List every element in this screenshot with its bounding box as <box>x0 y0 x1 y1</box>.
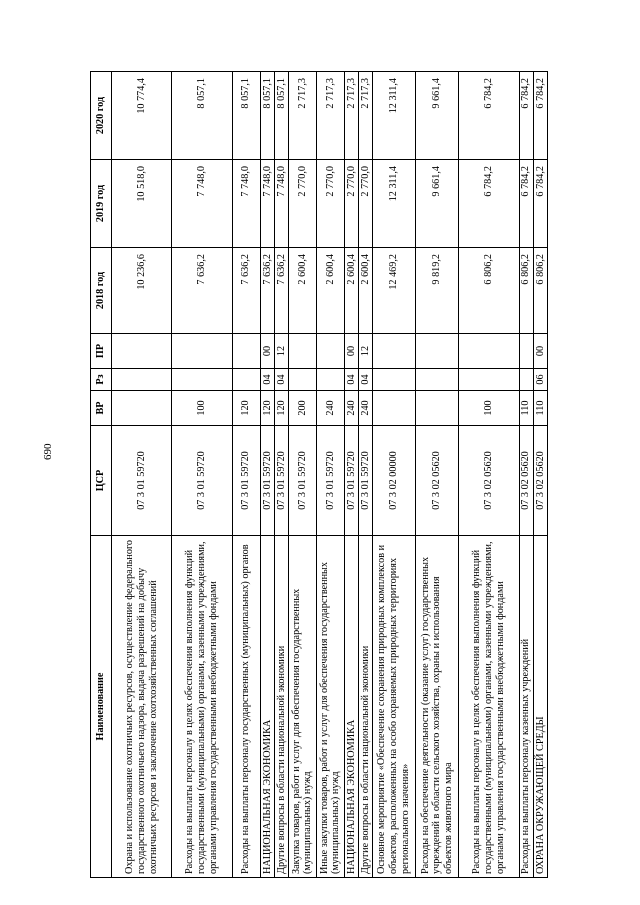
table-row <box>459 72 519 878</box>
cell-csr: 07 3 02 05620 <box>416 426 459 536</box>
budget-table <box>90 71 548 878</box>
cell-pr: 12 <box>359 334 373 369</box>
table-row <box>288 72 316 878</box>
table-row <box>316 72 344 878</box>
cell-rz: 04 <box>274 369 288 391</box>
cell-vr <box>373 391 416 426</box>
cell-2018: 6 806,2 <box>519 248 533 334</box>
table-row <box>260 72 274 878</box>
cell-pr <box>112 334 172 369</box>
cell-rz <box>112 369 172 391</box>
cell-2018: 12 469,2 <box>373 248 416 334</box>
cell-csr: 07 3 01 59720 <box>316 426 344 536</box>
header-row <box>91 72 112 878</box>
cell-name: Другие вопросы в области национальной экономики <box>274 536 288 878</box>
table-row <box>519 72 533 878</box>
cell-2018: 2 600,4 <box>288 248 316 334</box>
header-vr: ВР <box>91 391 112 426</box>
header-2020: 2020 год <box>91 72 112 160</box>
cell-csr: 07 3 01 59720 <box>345 426 359 536</box>
cell-name: Расходы на обеспечение деятельности (оказание услуг) государственных учреждений в области сельского хозяйства, охраны и использования объектов животного мира <box>416 536 459 878</box>
cell-2018: 7 636,2 <box>260 248 274 334</box>
cell-csr: 07 3 01 59720 <box>274 426 288 536</box>
cell-2020: 6 784,2 <box>459 72 519 160</box>
cell-pr <box>232 334 260 369</box>
cell-2018: 2 600,4 <box>316 248 344 334</box>
cell-2019: 9 661,4 <box>416 160 459 248</box>
cell-pr: 00 <box>533 334 547 369</box>
header-rz: Рз <box>91 369 112 391</box>
cell-2020: 9 661,4 <box>416 72 459 160</box>
cell-2018: 2 600,4 <box>359 248 373 334</box>
cell-2020: 8 057,1 <box>274 72 288 160</box>
table-row <box>359 72 373 878</box>
cell-name: Иные закупки товаров, работ и услуг для обеспечения государственных (муниципальных) нужд <box>316 536 344 878</box>
cell-2018: 2 600,4 <box>345 248 359 334</box>
header-pr: ПР <box>91 334 112 369</box>
cell-pr <box>519 334 533 369</box>
cell-name: НАЦИОНАЛЬНАЯ ЭКОНОМИКА <box>345 536 359 878</box>
cell-2020: 2 717,3 <box>288 72 316 160</box>
cell-rz <box>316 369 344 391</box>
cell-2020: 6 784,2 <box>519 72 533 160</box>
cell-vr: 120 <box>260 391 274 426</box>
table-row <box>172 72 232 878</box>
table-row <box>112 72 172 878</box>
cell-2019: 6 784,2 <box>519 160 533 248</box>
cell-2019: 7 748,0 <box>172 160 232 248</box>
cell-2019: 2 770,0 <box>359 160 373 248</box>
header-2019: 2019 год <box>91 160 112 248</box>
cell-2020: 8 057,1 <box>172 72 232 160</box>
cell-2018: 9 819,2 <box>416 248 459 334</box>
cell-2020: 2 717,3 <box>316 72 344 160</box>
cell-pr <box>316 334 344 369</box>
cell-csr: 07 3 02 05620 <box>459 426 519 536</box>
cell-2019: 7 748,0 <box>260 160 274 248</box>
table-row <box>373 72 416 878</box>
cell-vr: 240 <box>359 391 373 426</box>
cell-name: Закупка товаров, работ и услуг для обеспечения государственных (муниципальных) нужд <box>288 536 316 878</box>
cell-rz <box>373 369 416 391</box>
cell-csr: 07 3 02 00000 <box>373 426 416 536</box>
cell-rz <box>519 369 533 391</box>
cell-csr: 07 3 01 59720 <box>359 426 373 536</box>
header-name: Наименование <box>91 536 112 878</box>
cell-2018: 7 636,2 <box>172 248 232 334</box>
cell-2020: 8 057,1 <box>232 72 260 160</box>
cell-vr: 100 <box>172 391 232 426</box>
cell-2018: 7 636,2 <box>232 248 260 334</box>
header-2018: 2018 год <box>91 248 112 334</box>
cell-name: ОХРАНА ОКРУЖАЮЩЕЙ СРЕДЫ <box>533 536 547 878</box>
cell-rz: 06 <box>533 369 547 391</box>
cell-vr <box>112 391 172 426</box>
cell-pr: 12 <box>274 334 288 369</box>
cell-pr <box>288 334 316 369</box>
cell-2019: 7 748,0 <box>274 160 288 248</box>
cell-2019: 6 784,2 <box>459 160 519 248</box>
table-row <box>533 72 547 878</box>
header-csr: ЦСР <box>91 426 112 536</box>
budget-table-container <box>90 72 548 878</box>
cell-2020: 12 311,4 <box>373 72 416 160</box>
cell-2018: 6 806,2 <box>459 248 519 334</box>
cell-2019: 7 748,0 <box>232 160 260 248</box>
table-row <box>274 72 288 878</box>
cell-rz <box>232 369 260 391</box>
table-row <box>416 72 459 878</box>
cell-2020: 10 774,4 <box>112 72 172 160</box>
cell-2020: 6 784,2 <box>533 72 547 160</box>
cell-csr: 07 3 01 59720 <box>112 426 172 536</box>
cell-vr: 110 <box>519 391 533 426</box>
cell-2020: 8 057,1 <box>260 72 274 160</box>
cell-vr: 240 <box>345 391 359 426</box>
cell-csr: 07 3 01 59720 <box>172 426 232 536</box>
cell-2019: 2 770,0 <box>345 160 359 248</box>
cell-2019: 2 770,0 <box>288 160 316 248</box>
cell-2018: 7 636,2 <box>274 248 288 334</box>
cell-vr: 110 <box>533 391 547 426</box>
cell-name: Основное мероприятие «Обеспечение сохранения природных комплексов и объектов, расположенных на особо охраняемых природных территориях регионального значения» <box>373 536 416 878</box>
cell-name: Расходы на выплаты персоналу казенных учреждений <box>519 536 533 878</box>
cell-vr: 240 <box>316 391 344 426</box>
cell-2019: 10 518,0 <box>112 160 172 248</box>
cell-pr: 00 <box>345 334 359 369</box>
cell-pr <box>416 334 459 369</box>
cell-vr: 120 <box>232 391 260 426</box>
cell-pr <box>459 334 519 369</box>
cell-csr: 07 3 01 59720 <box>288 426 316 536</box>
cell-2019: 12 311,4 <box>373 160 416 248</box>
cell-2019: 6 784,2 <box>533 160 547 248</box>
cell-name: Охрана и использование охотничьих ресурсов, осуществление федерального государственного охотничьего надзора, выдача разрешений на добычу охотничьих ресурсов и заключение охотхозяйственных соглашений <box>112 536 172 878</box>
page-number: 690 <box>42 443 54 460</box>
cell-pr: 00 <box>260 334 274 369</box>
cell-2020: 2 717,3 <box>345 72 359 160</box>
cell-rz: 04 <box>359 369 373 391</box>
table-body <box>112 72 548 878</box>
cell-name: Расходы на выплаты персоналу государственных (муниципальных) органов <box>232 536 260 878</box>
table-row <box>232 72 260 878</box>
cell-rz <box>416 369 459 391</box>
cell-rz: 04 <box>260 369 274 391</box>
cell-csr: 07 3 01 59720 <box>260 426 274 536</box>
table-header <box>91 72 112 878</box>
cell-2019: 2 770,0 <box>316 160 344 248</box>
cell-2020: 2 717,3 <box>359 72 373 160</box>
cell-csr: 07 3 02 05620 <box>533 426 547 536</box>
cell-vr <box>416 391 459 426</box>
cell-vr: 100 <box>459 391 519 426</box>
cell-vr: 200 <box>288 391 316 426</box>
cell-rz <box>288 369 316 391</box>
cell-name: Расходы на выплаты персоналу в целях обеспечения выполнения функций государственными (муниципальными) органами, казенными учреждениями, органами управления государственными внебюджетными фондами <box>459 536 519 878</box>
table-row <box>345 72 359 878</box>
cell-pr <box>373 334 416 369</box>
cell-2018: 6 806,2 <box>533 248 547 334</box>
cell-rz <box>172 369 232 391</box>
cell-name: Расходы на выплаты персоналу в целях обеспечения выполнения функций государственными (муниципальными) органами, казенными учреждениями, органами управления государственными внебюджетными фондами <box>172 536 232 878</box>
cell-2018: 10 236,6 <box>112 248 172 334</box>
cell-vr: 120 <box>274 391 288 426</box>
cell-csr: 07 3 01 59720 <box>232 426 260 536</box>
cell-pr <box>172 334 232 369</box>
cell-name: НАЦИОНАЛЬНАЯ ЭКОНОМИКА <box>260 536 274 878</box>
cell-rz: 04 <box>345 369 359 391</box>
cell-name: Другие вопросы в области национальной экономики <box>359 536 373 878</box>
cell-csr: 07 3 02 05620 <box>519 426 533 536</box>
cell-rz <box>459 369 519 391</box>
